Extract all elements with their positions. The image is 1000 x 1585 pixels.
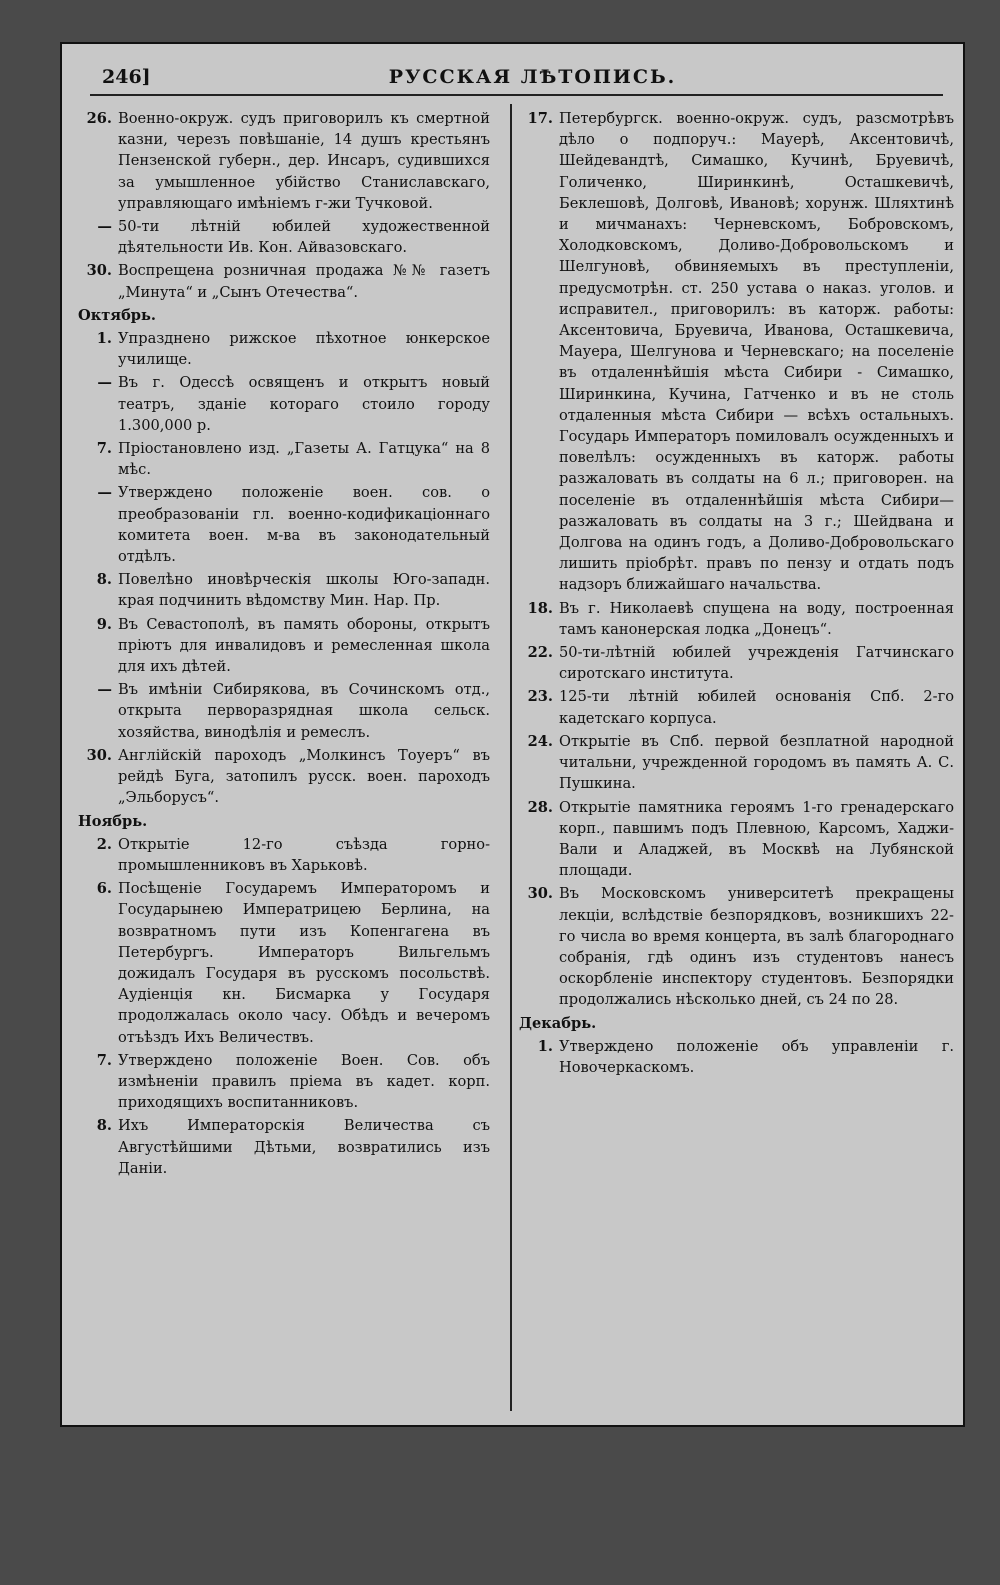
right-column [519, 108, 954, 1080]
entry-text: 125-ти лѣтній юбилей основанія Спб. 2-го кадетскаго корпуса. [559, 688, 954, 727]
chronicle-entry [78, 216, 490, 258]
chronicle-entry [78, 438, 490, 480]
column-divider [510, 104, 512, 1411]
page-sheet [60, 42, 965, 1427]
chronicle-entry [78, 482, 490, 567]
entry-text: Въ г. Одессѣ освященъ и открытъ новый театръ, зданіе котораго стоило городу 1.300,000 р. [118, 374, 490, 434]
entry-date: 26. [86, 110, 112, 127]
chronicle-entry [78, 108, 490, 214]
chronicle-entry [78, 679, 490, 743]
chronicle-entry [78, 614, 490, 678]
entry-text: Въ г. Николаевѣ спущена на воду, построенная тамъ канонерская лодка „Донецъ“. [559, 599, 954, 638]
chronicle-entry [519, 642, 954, 684]
entry-date: 8. [96, 571, 112, 589]
chronicle-entry [519, 797, 954, 882]
entry-text: Открытіе памятника героямъ 1-го гренадерскаго корп., павшимъ подъ Плевною, Карсомъ, Хаджи-Вали и Аладжей, въ Москвѣ на Лубянской площади. [559, 798, 954, 880]
entry-date: 30. [86, 746, 112, 764]
page-header [62, 62, 963, 98]
left-column [78, 108, 490, 1181]
entry-text: Ихъ Императорскія Величества съ Августѣйшими Дѣтьми, возвратились изъ Даніи. [118, 1117, 490, 1177]
entry-date: 8. [96, 1117, 112, 1135]
entry-text: Упразднено рижское пѣхотное юнкерское училище. [118, 330, 490, 369]
entry-date: 9. [96, 615, 112, 633]
chronicle-entry [78, 745, 490, 809]
entry-text: Петербургск. военно-окруж. судъ, разсмотрѣвъ дѣло о подпоруч.: Мауерѣ, Аксентовичѣ, Шейдевандтѣ, Симашко, Кучинѣ, Бруевичѣ, Голиченко, Ширинкинѣ, Осташкевичѣ, Беклешовѣ, Долговѣ, Ивановѣ; хорунж. Шляхтинѣ и мичманахъ: Черневскомъ, Бобровскомъ, Холодковскомъ, Доливо-Добровольскомъ и Шелгуновѣ, обвиняемыхъ въ преступленіи, предусмотрѣн. ст. 250 устава о наказ. уголов. и исправител., приговорилъ: въ каторж. работы: Аксентовича, Бруевича, Иванова, Осташкевича, Мауера, Шелгунова и Черневскаго; на поселеніе въ отдаленнѣйшія мѣста Сибири - Симашко, Ширинкина, Кучина, Гатченко и въ не столь отдаленныя мѣста Сибири — всѣхъ остальныхъ. Государь Императоръ помиловалъ осужденныхъ и повелѣлъ: осужденныхъ въ каторж. работы разжаловать въ солдаты на 6 л.; приговорен. на поселеніе въ отдаленнѣйшія мѣста Сибири—разжаловать въ солдаты на 3 г.; Шейдвана и Долгова на одинъ годъ, а Доливо-Добровольскаго лишить пріобрѣт. правъ по пензу и отдать подъ надзоръ ближайшаго начальства. [559, 110, 954, 594]
entry-date: 28. [527, 798, 553, 816]
entry-date: 22. [527, 644, 553, 662]
entry-text: Въ Московскомъ университетѣ прекращены лекціи, вслѣдствіе безпорядковъ, возникшихъ 22-го числа во время концерта, въ залѣ благороднаго собранія, гдѣ одинъ изъ студентовъ нанесъ оскорбленіе инспектору студентовъ. Безпорядки продолжались нѣсколько дней, съ 24 по 28. [559, 885, 954, 1009]
month-heading: Октябрь. [78, 306, 156, 324]
month-heading: Ноябрь. [78, 812, 148, 830]
entry-date: 24. [527, 732, 553, 750]
chronicle-entry [519, 598, 954, 640]
chronicle-entry [78, 260, 490, 302]
entry-text: 50-ти лѣтній юбилей художественной дѣятельности Ив. Кон. Айвазовскаго. [118, 218, 490, 257]
chronicle-entry [78, 1115, 490, 1179]
entry-text: Англійскій пароходъ „Молкинсъ Тоуеръ“ въ рейдѣ Буга, затопилъ русск. воен. пароходъ „Эльборусъ“. [118, 746, 490, 807]
chronicle-entry [519, 731, 954, 795]
chronicle-entry [519, 883, 954, 1010]
page-number: 246] [102, 66, 151, 88]
chronicle-entry [78, 328, 490, 370]
entry-date: 1. [96, 330, 112, 348]
entry-text: Открытіе 12-го съѣзда горно-промышленниковъ въ Харьковѣ. [118, 835, 490, 874]
chronicle-entry [519, 108, 954, 596]
entry-text: Открытіе въ Спб. первой безплатной народной читальни, учрежденной городомъ въ память А. С. Пушкина. [559, 732, 954, 793]
entry-date: 7. [96, 1051, 112, 1069]
entry-text: Повелѣно иновѣрческія школы Юго-западн. края подчинить вѣдомству Мин. Нар. Пр. [118, 571, 490, 610]
entry-date: — [97, 374, 112, 392]
entry-text: Утверждено положеніе объ управленіи г. Новочеркаскомъ. [559, 1037, 954, 1076]
entry-text: 50-ти-лѣтній юбилей учрежденія Гатчинскаго сиротскаго института. [559, 644, 954, 683]
entry-date: — [97, 681, 112, 699]
entry-text: Въ Севастополѣ, въ память обороны, открытъ пріютъ для инвалидовъ и ремесленная школа для ихъ дѣтей. [118, 615, 490, 676]
month-heading: Декабрь. [519, 1014, 597, 1032]
chronicle-entry [78, 878, 490, 1048]
running-title: РУССКАЯ ЛѢТОПИСЬ. [388, 66, 677, 88]
entry-date: 17. [527, 110, 553, 127]
chronicle-entry [519, 1036, 954, 1078]
entry-text: Воспрещена розничная продажа №№ газетъ „Минута“ и „Сынъ Отечества“. [118, 262, 490, 301]
entry-date: 30. [86, 262, 112, 280]
entry-text: Утверждено положеніе Воен. Сов. объ измѣненіи правилъ пріема въ кадет. корп. приходящихъ воспитанниковъ. [118, 1051, 490, 1112]
entry-date: 2. [96, 835, 112, 853]
chronicle-entry [78, 1050, 490, 1114]
chronicle-entry [78, 569, 490, 611]
entry-date: 18. [527, 599, 553, 617]
entry-date: 1. [537, 1037, 553, 1055]
entry-date: 23. [527, 688, 553, 706]
chronicle-entry [78, 372, 490, 436]
entry-text: Утверждено положеніе воен. сов. о преобразованіи гл. военно-кодификаціоннаго комитета воен. м-ва въ законодательный отдѣлъ. [118, 484, 490, 566]
entry-date: 30. [527, 885, 553, 903]
header-rule [90, 94, 943, 96]
entry-text: Пріостановлено изд. „Газеты А. Гатцука“ на 8 мѣс. [118, 440, 490, 479]
entry-date: 6. [96, 880, 112, 898]
entry-date: 7. [96, 440, 112, 458]
chronicle-entry [78, 834, 490, 876]
entry-text: Въ имѣніи Сибирякова, въ Сочинскомъ отд., открыта перворазрядная школа сельск. хозяйства, винодѣлія и ремеслъ. [118, 681, 490, 741]
entry-date: — [97, 484, 112, 502]
entry-text: Посѣщеніе Государемъ Императоромъ и Государынею Императрицею Берлина, на возвратномъ пути изъ Копенгагена въ Петербургъ. Императоръ Вильгельмъ дожидалъ Государя въ русскомъ посольствѣ. Аудіенція кн. Бисмарка у Государя продолжалась около часу. Обѣдъ и вечеромъ отъѣздъ Ихъ Величествъ. [118, 880, 490, 1046]
entry-date: — [97, 218, 112, 236]
chronicle-entry [519, 686, 954, 728]
entry-text: Военно-окруж. судъ приговорилъ къ смертной казни, черезъ повѣшаніе, 14 душъ крестьянъ Пензенской губерн., дер. Инсаръ, судившихся за умышленное убійство Станиславскаго, управляющаго имѣніемъ г-жи Тучковой. [118, 110, 490, 212]
